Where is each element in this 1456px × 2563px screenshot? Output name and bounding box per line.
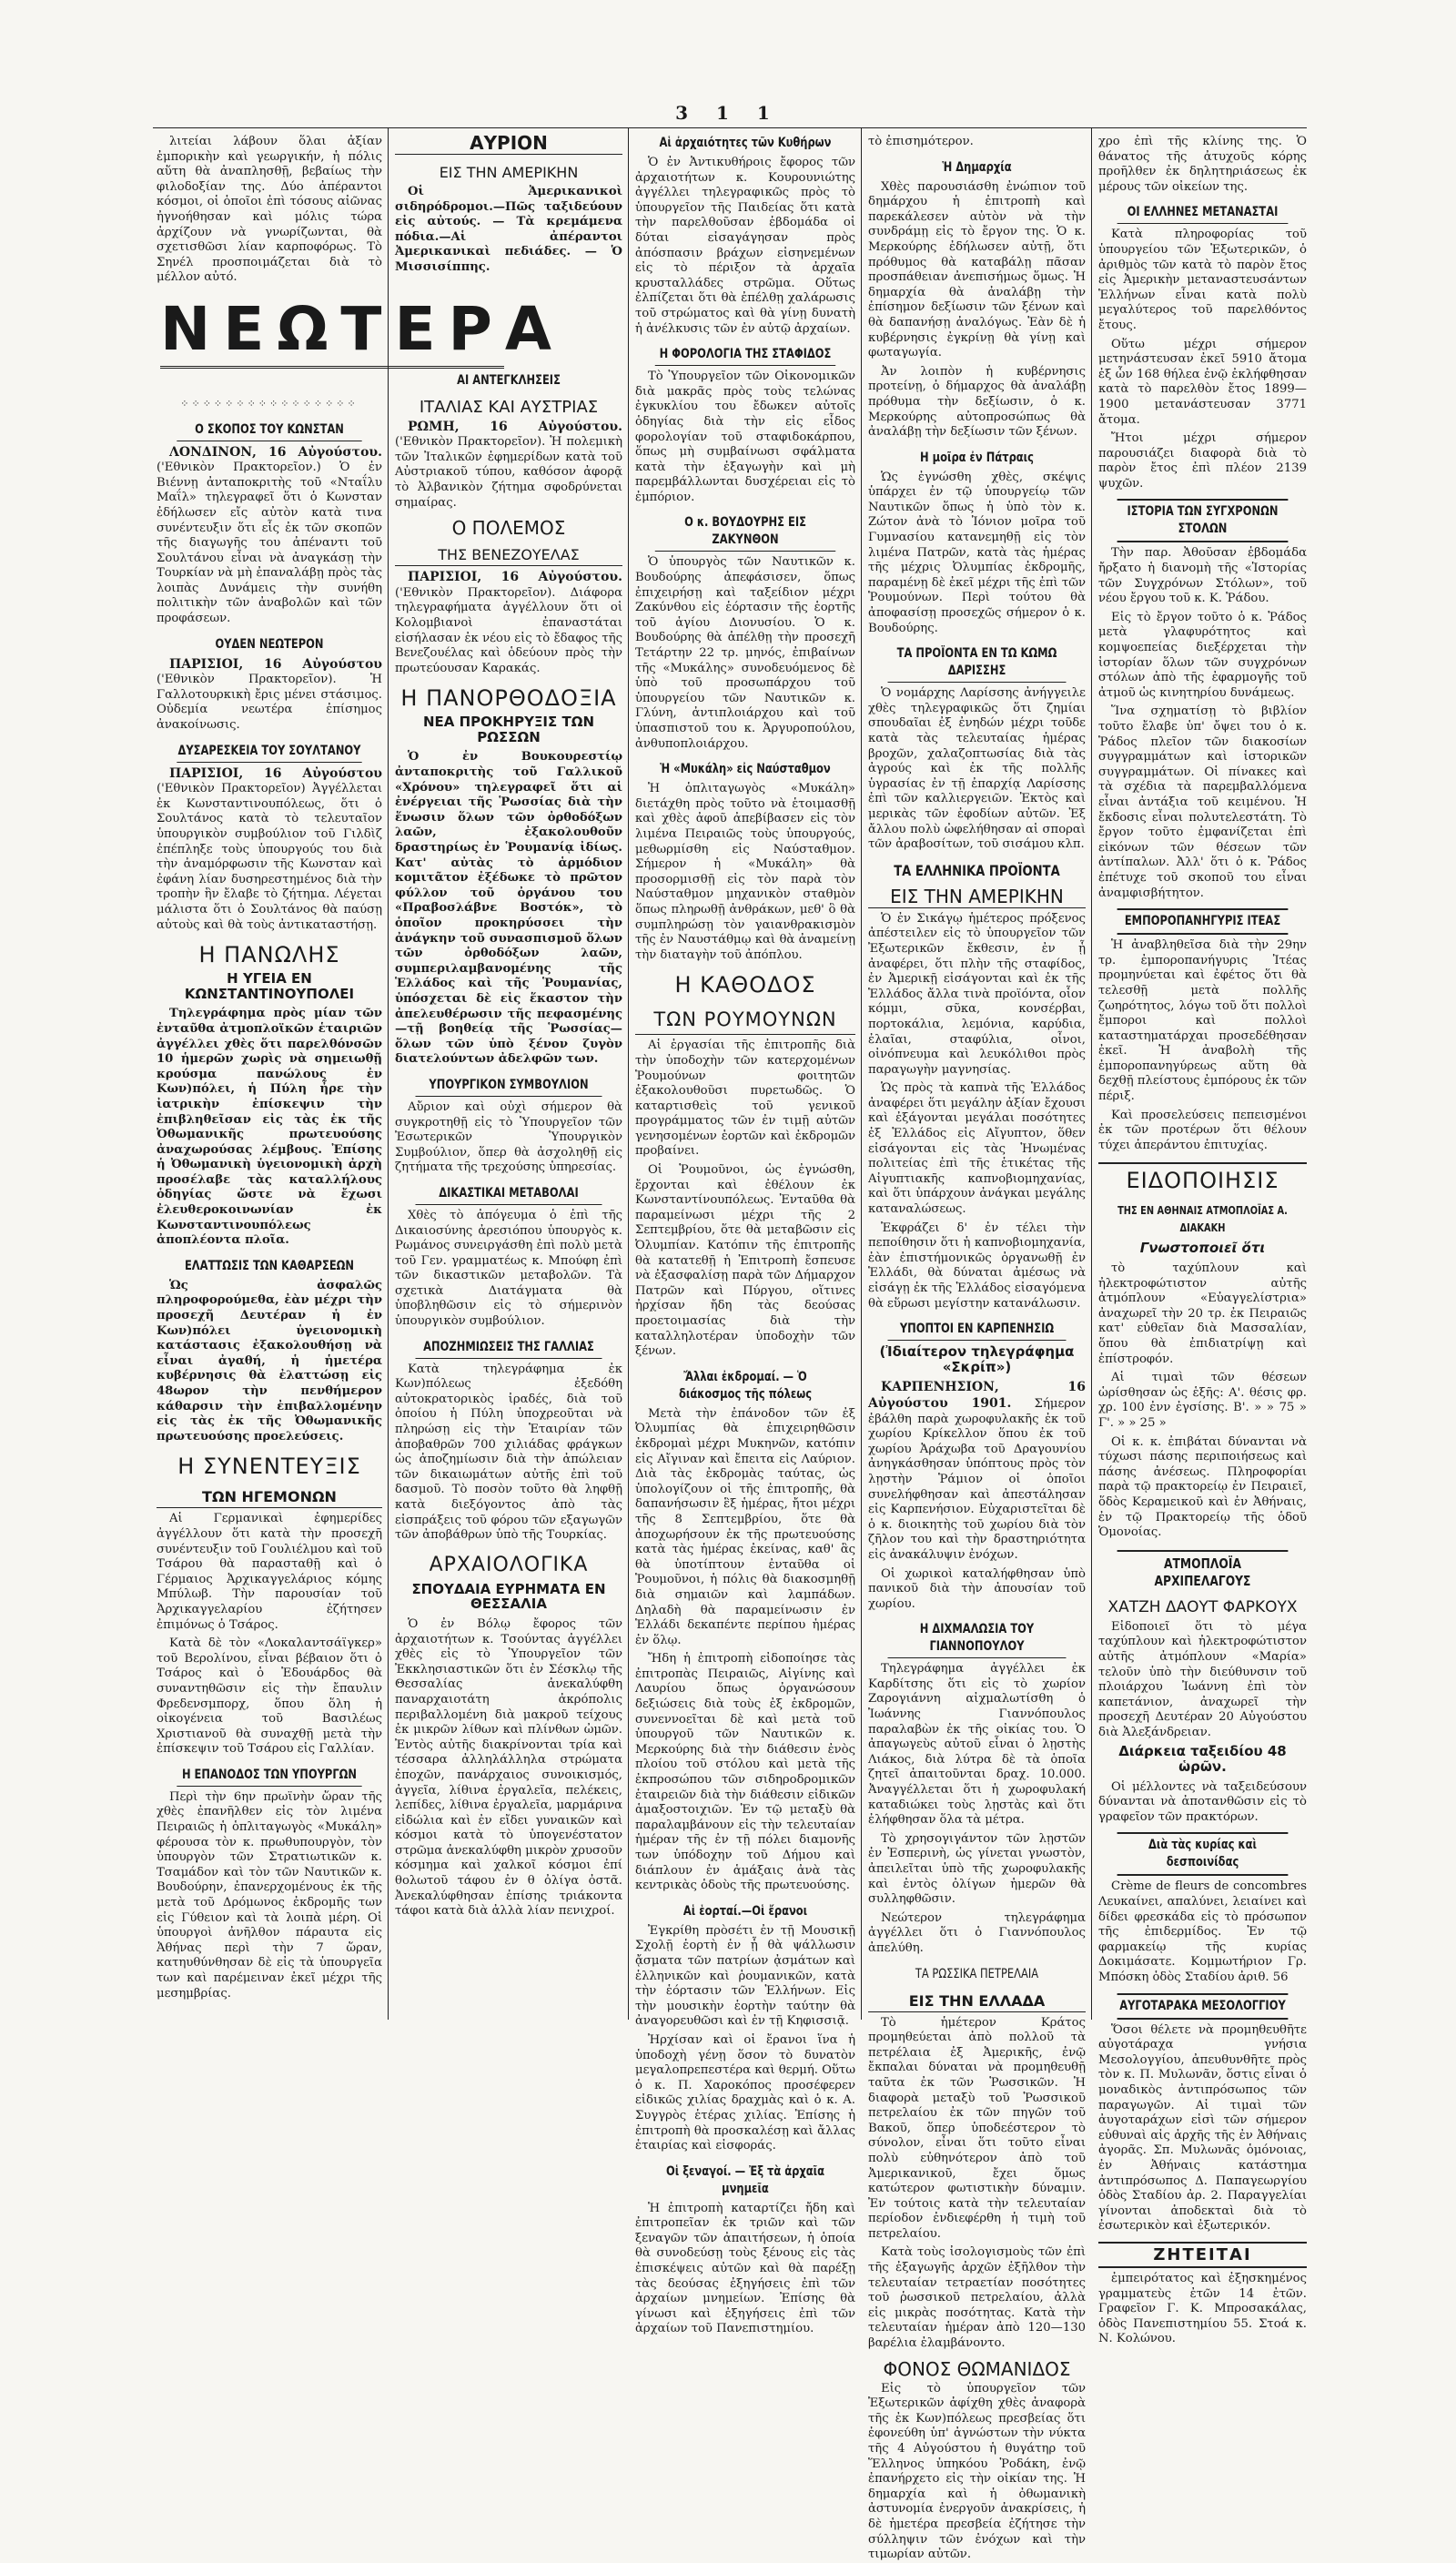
article-title: Η ΚΑΘΟΔΟΣ <box>674 972 816 998</box>
advert-subtitle: Γνωστοποιεῖ ὅτι <box>1139 1240 1266 1257</box>
article-title: Οἱ ξεναγοί. — Ἐξ τὰ ἀρχαῖα μνημεῖα <box>666 2163 824 2196</box>
advert-prices: Αἱ τιμαὶ τῶν θέσεων ὡρίσθησαν ὡς ἑξῆς: Α'. θέσις φρ. χρ. 100 ἐνν ἐγσίσης. Β'. » » 75 » Γ'. » » 25 » <box>1098 1371 1307 1430</box>
article-body: χρο ἐπὶ τῆς κλίνης της. Ὁ θάνατος τῆς ἀτυχοῦς κόρης προῆλθεν ἐκ δηλητηριάσεως ἐκ μέρους τῶν οἰκείων της. <box>1098 135 1307 194</box>
article-body: Εἰς τὸ ὑπουργεῖον τῶν Ἐξωτερικῶν ἀφίχθη χθὲς ἀναφορὰ τῆς ἐκ Κων)πόλεως πρεσβείας ὅτι ἐφονεύθη ὑπ' ἀγνώστων τὴν νύκτα τῆς 4 Αὐγούστου ἡ θυγάτηρ τοῦ Ἕλληνος ὑπηκόου Ῥοδάκη, ἐνῷ ἐπανήρχετο εἰς τὴν οἰκίαν της. Ἡ δημαρχία καὶ ἡ ὀθωμανικὴ ἀστυνομία ἐνεργοῦν ἀνακρίσεις, ἡ δὲ ἡμετέρα πρεσβεία ἐζήτησε τὴν σύλληψιν τῶν ἐνόχων καὶ τὴν τιμωρίαν αὐτῶν. <box>868 2381 1086 2562</box>
article-title: Ἡ «Μυκάλη» εἰς Ναύσταθμον <box>660 762 831 777</box>
advert-title: ΖΗΤΕΙΤΑΙ <box>1098 2242 1307 2268</box>
article-title: ΑΙ ΑΝΤΕΓΚΛΗΣΕΙΣ <box>457 372 561 388</box>
article-text <box>395 420 622 512</box>
page-number: 3 1 1 <box>675 102 781 124</box>
advert-title: ΕΜΠΟΡΟΠΑΝΗΓΥΡΙΣ ΙΤΕΑΣ <box>1117 908 1289 935</box>
article-title-line2: ΤΗΣ ΒΕΝΕΖΟΥΕΛΑΣ <box>395 546 622 566</box>
article-title-line2: ΤΩΝ ΗΓΕΜΟΝΩΝ <box>157 1488 382 1508</box>
column-1 <box>157 135 382 2020</box>
article-title: ΦΟΝΟΣ ΘΩΜΑΝΙΔΟΣ <box>883 2357 1071 2380</box>
dateline: ΠΑΡΙΣΙΟΙ, 16 Αὐγούστου <box>169 656 382 672</box>
article-body: Ἐκφράζει δ' ἐν τέλει τὴν πεποίθησιν ὅτι ἡ καπνοβιομηχανία, ἐὰν ἐπιστήμονικῶς ὀργανωθῇ ἐν Ἑλλάδι, θὰ δύναται ἀμέσως νὰ εἰσάγῃ ἐκ τῆς Ἑλλάδος εἰσαγόμενα θὰ εὕρωσι μεγίστην κατανάλωσιν. <box>868 1221 1086 1311</box>
article-title: Η ΠΑΝΩΛΗΣ <box>198 942 340 968</box>
column-3 <box>635 135 855 2336</box>
ornament-rule: ⁘⁘⁘⁘⁘⁘⁘⁘⁘⁘⁘⁘⁘⁘⁘⁘ <box>180 397 359 410</box>
article-title: ΤΑ ΡΩΣΣΙΚΑ ΠΕΤΡΕΛΑΙΑ <box>915 1966 1039 1981</box>
article-title: Ἄλλαι ἐκδρομαί. — Ὁ διάκοσμος τῆς πόλεως <box>678 1369 813 1402</box>
advert-body: Ὅσοι θέλετε νὰ προμηθευθῆτε αὐγοτάραχα γνήσια Μεσολογγίου, ἀπευθυνθῆτε πρὸς τὸν κ. Π. Μυλωνᾶν, ὅστις εἶναι ὁ μοναδικὸς ἀντιπρόσωπος τῶν παραγωγῶν. Αἱ τιμαὶ τῶν ἀυγοταράχων εἰσὶ τῶν σήμερον εὐθυναὶ αἰς ἀρχῆς τῆς ἐν Ἀθήναις ἀγορᾶς. Σπ. Μυλωνᾶς ὁμόνοιας, ἐν Ἀθήναις κατάστημα ἀντιπρόσωπος Δ. Παπαγεωργίου ὁδὸς Σταδίου ἀρ. 2. Παραγγελίαι γίνονται ἀποδεκταὶ διὰ τὸ ἐσωτερικὸν καὶ ἐξωτερικόν. <box>1098 2022 1307 2234</box>
article-title-line2: ΕΙΣ ΤΗΝ ΕΛΛΑΔΑ <box>868 1992 1086 2012</box>
article-body: Τηλεγράφημα πρὸς μίαν τῶν ἐνταῦθα ἀτμοπλοϊκῶν ἑταιριῶν ἀγγέλλει χθὲς ὅτι παρελθόνσῶν 10 ἡμερῶν χωρὶς νὰ σημειωθῇ κρούσμα πανώλους ἐν Κων)πόλει, ἡ Πύλη ἦρε τὴν ἰατρικὴν ἐπίσκεψιν τὴν ἐπιβληθεῖσαν εἰς τὰς ἐκ τῆς Ὀθωμανικῆς πρωτευούσης ἀναχωρούσας λέμβους. Ἐπίσης ἡ Ὀθωμανικὴ ὑγειονομικὴ ἀρχὴ προσέλαβε τὰς καταλλήλους ὁδηγίας ὥστε νὰ ἔχωσι ἐλευθεροκοινωνίαν ἐκ Κωνσταντινουπόλεως ἀποπλέοντα πλοῖα. <box>157 1007 382 1248</box>
article-text <box>395 570 622 676</box>
column-5 <box>1098 135 1307 2346</box>
article-title: ΥΠΟΥΡΓΙΚΟΝ ΣΥΜΒΟΥΛΙΟΝ <box>416 1077 602 1097</box>
advert-body: ἐμπειρότατος καὶ ἐξησκημένος γραμματεὺς ἐτῶν 14 ἐτῶν. Γραφεῖον Γ. Κ. Μπροσακάλας, ὁδὸς Πανεπιστημίου 55. Στοά κ. Ν. Κολώνου. <box>1098 2271 1307 2346</box>
article-title: ΕΛΑΤΤΩΣΙΣ ΤΩΝ ΚΑΘΑΡΣΕΩΝ <box>184 1258 355 1273</box>
article-title: Ο ΣΚΟΠΟΣ ΤΟΥ ΚΩΝΣΤΑΝ <box>177 421 361 441</box>
advert-title: ΑΤΜΟΠΛΟΪΑ ΑΡΧΙΠΕΛΑΓΟΥΣ <box>1117 1550 1289 1590</box>
article-body: Νεώτερον τηλεγράφημα ἀγγέλλει ὅτι ὁ Γιαννόπουλος ἀπελύθη. <box>868 1910 1086 1955</box>
article-body: Οἱ Ῥουμοῦνοι, ὡς ἐγνώσθη, ἔρχονται καὶ ἐθέλουν ἐκ Κωνσταντίνουπόλεως. Ἐνταῦθα θὰ παραμείνωσι μέχρι τῆς 2 Σεπτεμβρίου, ὅτε θὰ μεταβῶσιν εἰς Ὀλυμπίαν. Κατόπιν τῆς ἐπιτροπῆς θὰ κατατεθῇ ἡ Ἐπιτροπὴ ἔσπευσε νὰ ἐξασφαλίσῃ παρὰ τῶν Δήμαρχον Πατρῶν καὶ Πύργου, οἵτινες ἠρχίσαν ἤδη τὰς δεούσας προετοιμασίας διὰ τὴν καταλληλοτέραν ὑποδοχὴν τῶν ξένων. <box>635 1163 855 1359</box>
article-body: Ἡ ὁπλιταγωγὸς «Μυκάλη» διετάχθη πρὸς τοῦτο νὰ ἑτοιμασθῇ καὶ χθὲς ἀφοῦ ἀπεβίβασεν εἰς τὸν λιμένα Πειραιῶς τοὺς ὑπουργούς, μεθωρμίσθη εἰς Ναύσταθμον. Σήμερον ἡ «Μυκάλη» θὰ προσορμισθῇ εἰς τὸν παρὰ τὸν Ναύσταθμον μηχανικὸν σταθμὸν ὅπως πληρωθῇ ἀνθράκων, μεθ' ὃ θὰ συμπληρώσῃ τὸν γαιανθρακισμὸν τῆς ἐν Ναυστάθμῳ καὶ θὰ ἀναμείνῃ τὴν διαταγὴν τοῦ ἀπόπλου. <box>635 782 855 962</box>
article-title: ΤΑ ΠΡΟΪΟΝΤΑ ΕΝ ΤΩ ΚΩΜΩ ΔΑΡΙΣΣΗΣ <box>888 645 1067 683</box>
article-subtitle: Η ΥΓΕΙΑ ΕΝ ΚΩΝΣΤΑΝΤΙΝΟΥΠΟΛΕΙ <box>184 970 355 1002</box>
advert-body: Ἡ ἀναβληθεῖσα διὰ τὴν 29ην τρ. ἐμποροπανήγυρις Ἰτέας προμηνύεται καὶ ἐφέτος ὅτι θὰ τελεσθῇ μετὰ πολλῆς ζωηρότητος, λόγω τοῦ ὅτι πολλοὶ ἔμποροι καὶ πολλοὶ καταστηματάρχαι προσεδέθησαν ἐκεῖ. Ἡ ἀναβολὴ τῆς ἐμποροπανηγύρεως αὕτη θὰ δεχθῇ πλείστους ἐμπόρους ἐκ τῶν πέριξ. <box>1098 938 1307 1104</box>
article-body: Τὸ χρησογιγάντον τῶν λῃστῶν ἐν Ἐσπερινὴ, ὡς γίνεται γνωστὸν, ἀπειλεῖται ὑπὸ τῆς χωροφυλακῆς καὶ ἐντὸς ὀλίγων ἡμερῶν θὰ συλληφθῶσιν. <box>868 1831 1086 1907</box>
article-title: ΑΥΡΙΟΝ <box>395 135 622 155</box>
column-rule-4 <box>1091 127 1092 2020</box>
article-title: Αἱ ἀρχαιότητες τῶν Κυθήρων <box>659 136 832 150</box>
article-body: Τηλεγράφημα ἀγγέλλει ἐκ Καρδίτσης ὅτι εἰς τὸ χωρίον Ζαρογιάννη αἰχμαλωτίσθη ὁ Ἰωάννης Γιαννόπουλος παραλαβὼν ἐκ τῆς οἰκίας του. Ὁ ἀπαγωγεὺς αὐτοῦ εἶναι ὁ λῃστὴς Λιάκος, διὰ λύτρα δὲ τὰ ὁποῖα ζητεῖ ἀπαιτοῦνται δραχ. 10.000. Ἀναγγέλλεται ὅτι ἡ χωροφυλακή καταδιώκει τοὺς λῃστὰς καὶ ὅτι ἐλήφθησαν ὅλα τὰ μέτρα. <box>868 1662 1086 1828</box>
column-rule-2 <box>628 127 629 2020</box>
dateline: ΡΩΜΗ, 16 Αὐγούστου. <box>408 419 622 434</box>
article-body: Κατὰ τοὺς ἰσολογισμοὺς τῶν ἐπὶ τῆς ἐξαγωγῆς ἀρχῶν ἐξῆλθον τὴν τελευταίαν τετραετίαν ποσότητες τοῦ ῥωσσικοῦ πετρελαίου, ἀλλὰ εἰς μικρὰς ποσότητας. Κατὰ τὴν τελευταίαν ἡμέραν ἀπὸ 120—130 βαρέλια ἐλαμβάνοντο. <box>868 2245 1086 2351</box>
article-body: Οὕτω μέχρι σήμερον μετηνάστευσαν ἐκεῖ 5910 ἄτομα ἐξ ὧν 168 θήλεα ἐνῷ ἐκλήφθησαν κατὰ τὸ παρελθὸν ἔτος 1899—1900 μετανάστευσαν 3771 ἄτομα. <box>1098 337 1307 427</box>
article-body: Ἡ ἐπιτροπὴ καταρτίζει ἤδη καὶ ἐπιτροπεῖαν ἐκ τριῶν καὶ τῶν ξεναγῶν τῶν ἀπαιτήσεων, ἡ ὁποία θὰ συνοδεύσῃ τοὺς ξένους εἰς τὰς ἐπισκέψεις αὐτῶν καὶ θὰ παρέξῃ τὰς δεούσας ἐξηγήσεις ἐπὶ τῶν ἀρχαίων μνημείων. Ἐπίσης θὰ γίνωσι καὶ ἐξηγήσεις ἐπὶ τῶν ἀρχαίων τοῦ Πανεπιστημίου. <box>635 2201 855 2336</box>
column-rule-3 <box>861 127 862 2020</box>
article-subtitle: ΕΙΣ ΤΗΝ ΑΜΕΡΙΚΗΝ <box>439 164 579 181</box>
article-title: ΟΙ ΕΛΛΗΝΕΣ ΜΕΤΑΝΑΣΤΑΙ <box>1117 204 1289 224</box>
dateline: ΛΟΝΔΙΝΟΝ, 16 Αὐγούστου. <box>169 444 382 460</box>
article-body: ('Εθνικὸν Πρακτορεῖον) Ἀγγέλλεται ἐκ Κωνσταντινουπόλεως, ὅτι ὁ Σουλτάνος κατὰ τὸ τελευταῖον ὑπουργικὸν συμβούλιον τοῦ Γιλδὶζ ἐπέπληξε τοὺς ὑπουργούς του διὰ τὴν ἀναμόρφωσιν τῆς Κωνσταν καὶ ἐφάνη λίαν δυσηρεστημένος διὰ τὴν τροπὴν ἣν ἔλαβε τὸ ζήτημα. Λέγεται μάλιστα ὅτι ὁ Σουλτάνος θὰ παύσῃ αὐτοὺς καὶ θὰ τοὺς ἀντικαταστήσῃ. <box>157 782 382 932</box>
article-body: Εἰς τὸ ἔργον τοῦτο ὁ κ. Ῥάδος μετὰ γλαφυρότητος καὶ κομψοεπείας διεξέρχεται τὴν ἱστορίαν ὅλων τῶν συγχρόνων στόλων ἀπὸ τῆς ἐφαρμογῆς τοῦ ἀτμοῦ ὡς κινητηρίου δυνάμεως. <box>1098 610 1307 700</box>
article-title-line2: ΙΤΑΛΙΑΣ ΚΑΙ ΑΥΣΤΡΙΑΣ <box>419 397 599 417</box>
article-title: ΔΥΣΑΡΕΣΚΕΙΑ ΤΟΥ ΣΟΥΛΤΑΝΟΥ <box>177 743 361 763</box>
article-body: Ὁ ἐν Σικάγῳ ἡμέτερος πρόξενος ἀπέστειλεν εἰς τὸ ὑπουργεῖον τῶν Ἐξωτερικῶν ἔκθεσιν, ἐν ᾗ ἀναφέρει, ὅτι πλὴν τῆς σταφίδος, ἐν Ἀμερικῇ εἰσάγονται καὶ ἐκ τῆς Ἑλλάδος ἄλλα τινὰ προϊόντα, οἷον κόμμι, σῦκα, κονσέρβαι, πορτοκάλια, λεμόνια, καρύδια, ἐλαῖαι, σταφύλια, οἶνοι, οἰνόπνευμα καὶ λευκόλιθοι πρὸς παραγωγὴν μαγνησίας. <box>868 911 1086 1077</box>
article-body: ('Εθνικὸν Πρακτορεῖον). Ἡ Γαλλοτουρκικὴ ἔρις μένει στάσιμος. Οὐδεμία νεωτέρα ἐπίσημος ἀνακοίνωσις. <box>157 673 382 733</box>
advert-body: Εἰδοποιεῖ ὅτι τὸ μέγα ταχύπλουν καὶ ἠλεκτροφώτιστον αὐτῆς ἀτμόπλουν «Μαρία» τελοῦν ὑπὸ τὴν διεύθυνσιν τοῦ πλοιάρχου Ἰωάννη ἐπὶ τὸν καπετάνιον, ἀναχωρεῖ τὴν προσεχῆ Δευτέραν 20 Αὐγούστου διὰ Ἀλεξάνδρειαν. <box>1098 1619 1307 1739</box>
article-body: Κατὰ δὲ τὸν «Λοκαλαντσάϊγκερ» τοῦ Βερολίνου, εἶναι βέβαιον ὅτι ὁ Τσάρος καὶ ὁ Ἐδουάρδος θὰ συναντηθῶσιν εἰς τὴν ἔπαυλιν Φρεδενσμπορχ, ὅπου ὅλη ἡ οἰκογένεια τοῦ Βασιλέως Χριστιανοῦ θὰ συναχθῇ μετὰ τὴν ἐπίσκεψιν τοῦ Τσάρου εἰς Γαλλίαν. <box>157 1636 382 1757</box>
article-body: Ὡς πρὸς τὰ καπνὰ τῆς Ἑλλάδος ἀναφέρει ὅτι μεγάλην ἀξίαν ἔχουσι καὶ ἐξάγονται μεγάλαι ποσότητες ἐξ Ἑλλάδος εἰς Αἴγυπτον, ὅθεν εἰσάγονται εἰς τὰς Ἡνωμένας πολιτείας ἐπὶ τῆς ἑτικέτας τῆς Αἰγυπτιακῆς καπνοβιομηχανίας, καὶ ὅτι ὑπάρχουν ἀνάγκαι μεγάλης καταναλώσεως. <box>868 1081 1086 1217</box>
article-body: Ἵνα σχηματίσῃ τὸ βιβλίον τοῦτο ἔλαβε ὑπ' ὄψει του ὁ κ. Ῥάδος πλεῖον τῶν διακοσίων συγγραμμάτων καὶ ἱστορικῶν συγγραμμάτων. Οἱ πίνακες καὶ τὰ σχέδια τὰ παρεμβαλλόμενα εἶναι ἀντάξια τοῦ κειμένου. Ἡ ἔκδοσις εἶναι πολυτελεστάτη. Τὸ ἔργον τοῦτο ἐμφανίζεται ἐπὶ εἰκόνων τῶν θέσεων τῶν ἀντίπαλων. Ἀλλ' ὅτι ὁ κ. Ῥάδος ἐπέτυχε τοῦ σκοποῦ του εἶναι ἀναμφισβήτητον. <box>1098 704 1307 900</box>
article-body: Κατὰ πληροφορίας τοῦ ὑπουργείου τῶν Ἐξωτερικῶν, ὁ ἀριθμὸς τῶν κατὰ τὸ παρὸν ἔτος εἰς Ἀμερικὴν μεταναστευσάντων Ἑλλήνων εἶναι κατὰ πολὺ μεγαλύτερος τοῦ παρελθόντος ἔτους. <box>1098 228 1307 332</box>
banner-space <box>395 279 622 363</box>
article-body: Ἀν λοιπὸν ἡ κυβέρνησις προτείνῃ, ὁ δήμαρχος θὰ ἀναλάβῃ πρόθυμα τὴν δεξίωσιν, ὁ κ. Μερκούρης αὐτοπροσώπως θὰ ἀναλάβῃ τὴν δεξίωσιν τῶν ξένων. <box>868 364 1086 440</box>
article-body: Ὡς ἐγνώσθη χθὲς, σκέψις ὑπάρχει ἐν τῷ ὑπουργείῳ τῶν Ναυτικῶν ὅπως ἡ ὑπὸ τὸν κ. Ζώτον ἀνὰ τὸ Ἰόνιον μοῖρα τοῦ Γυμνασίου κατανεμηθῇ εἰς τὸν λιμένα Πατρῶν, κατὰ τὰς ἡμέρας τῆς μέχρις Ὀλυμπίας ἐκδρομῆς, παραμένῃ δὲ ἐκεῖ μέχρι τῆς ἐπὶ τῶν Ῥουμούνων. Περὶ τούτου θὰ ἀποφασίσῃ προσεχῶς σήμερον ὁ κ. Βουδούρης. <box>868 470 1086 635</box>
column-4 <box>868 135 1086 2562</box>
article-body: Ὁ ἐν Ἀντικυθήροις ἔφορος τῶν ἀρχαιοτήτων κ. Κουρουνιώτης ἀγγέλλει τηλεγραφικῶς πρὸς τὸ ὑπουργεῖον τῆς Παιδείας ὅτι κατὰ τὴν παρελθοῦσαν ἑβδομάδα οἱ δύται εἰσαγάγησαν πρὸς ἀπόσπασιν βράχων εἰσηνεμένων εἰς τὸ πέριξον τὰ ἀρχαῖα κρυσταλλάδες στρῶμα. Οὕτως ἐλπίζεται ὅτι θὰ ἐπέλθῃ χαλάρωσις τοῦ στρώματος καὶ θὰ γίνῃ δυνατὴ ἡ ἀνέλκυσις τῶν ἐν αὐτῷ ἀρχαίων. <box>635 156 855 336</box>
article-title: ΑΡΧΑΙΟΛΟΓΙΚΑ <box>429 1553 589 1576</box>
article-title: Η ΣΥΝΕΝΤΕΥΞΙΣ <box>177 1454 361 1480</box>
article-body: Τὴν παρ. Ἀθοῦσαν ἑβδομάδα ἤρξατο ἡ διανομὴ τῆς «Ἱστορίας τῶν Συγχρόνων Στόλων», τοῦ νέου ἔργου τοῦ κ. Κ. Ῥάδου. <box>1098 546 1307 606</box>
article-body: ('Εθνικὸν Πρακτορεῖον). Διάφορα τηλεγραφήματα ἀγγέλλουν ὅτι οἱ Κολομβιανοὶ ἐπαναστάται εἰσήλασαν ἐκ νέου εἰς τὸ ἔδαφος τῆς Βενεζουέλας καὶ ὁδεύουν πρὸς τὴν πρωτεύουσαν Καρακάς. <box>395 585 622 675</box>
article-title: Η ΔΙΧΜΑΛΩΣΙΑ ΤΟΥ ΓΙΑΝΝΟΠΟΥΛΟΥ <box>888 1621 1067 1658</box>
article-title: ΥΠΟΠΤΟΙ ΕΝ ΚΑΡΠΕΝΗΣΙΩ <box>888 1321 1067 1341</box>
advert-body: τὸ ταχύπλουν καὶ ἠλεκτροφώτιστον αὐτῆς ἀτμόπλουν «Εὐαγγελίστρια» ἀναχωρεῖ τὴν 20 τρ. ἐκ Πειραιῶς κατ' εὐθεῖαν διὰ Μασσαλίαν, ὅπου θὰ ἐπιδιατρίψῃ καὶ ἐπίστροφόν. <box>1098 1261 1307 1366</box>
article-title: Ο κ. ΒΟΥΔΟΥΡΗΣ ΕΙΣ ΖΑΚΥΝΘΟΝ <box>655 514 835 552</box>
article-title: ΟΥΔΕΝ ΝΕΩΤΕΡΟΝ <box>215 636 324 652</box>
article-body: ('Εθνικὸν Πρακτορεῖον). Ἡ πολεμικὴ τῶν Ἰταλικῶν ἐφημερίδων κατὰ τοῦ Αὐστριακοῦ τύπου, καθόσον ἀφορᾷ τὸ Ἀλβανικὸν ζήτημα σφοδρύνεται σημαίρας. <box>395 435 622 510</box>
article-body: Χθὲς τὸ ἀπόγευμα ὁ ἐπὶ τῆς Δικαιοσύνης ἀρεσιόπου ὑπουργὸς κ. Ρωμάνος συνειργάσθη ἐπὶ πολὺ μετὰ τοῦ Γεν. γραμματέως κ. Μπούφη ἐπὶ τῶν δικαστικῶν μεταβολῶν. Τὰ σχετικὰ Διατάγματα θὰ ὑποβληθῶσιν εἰς τὸ σήμερινὸν ὑπουργικὸν συμβούλιον. <box>395 1208 622 1329</box>
banner-headline: ΝΕΩΤΕΡΑ <box>160 293 504 369</box>
article-title: ΤΑ ΕΛΛΗΝΙΚΑ ΠΡΟΪΟΝΤΑ <box>894 861 1060 879</box>
column-2 <box>395 132 622 2020</box>
advert-title: Διὰ τὰς κυρίας καὶ δεσποινίδας <box>1117 1832 1289 1876</box>
article-body: Ὁ νομάρχης Λαρίσσης ἀνήγγειλε χθὲς τηλεγραφικῶς ὅτι ζημίαι σπουδαῖαι ἐξ ἐνηδών μέχρι τοῦδε κατὰ τὰς τελευταίας ἡμέρας βροχῶν, χαλαζοπτωσίας διὰ τὰς ἀγρούς καὶ ἐκ τῆς πολλῆς ὑγρασίας ἐν τῇ ἐπαρχίᾳ Λαρίσσης ἐπὶ τῶν καλλιεργειῶν. Ἐκτὸς καὶ μερικὰς τῶν ἐφοδίων αὐτῶν. Ἐξ ἄλλου πολὺ ὠφελήθησαν αἱ σποραὶ τῶν ἀραβοσίτων, τοῦ σισάμου κλπ. <box>868 686 1086 852</box>
advert-subtitle: Διάρκεια ταξειδίου 48 ὡρῶν. <box>1118 1743 1287 1776</box>
advert-title: ΕΙΔΟΠΟΙΗΣΙΣ <box>1098 1162 1307 1193</box>
article-body: Αἱ ἐργασίαι τῆς ἐπιτροπῆς διὰ τὴν ὑποδοχὴν τῶν κατερχομένων Ῥουμούνων φοιτητῶν ἐξακολουθοῦσι πυρετωδῶς. Ὁ καταρτισθεὶς τοῦ γενικοῦ προγράμματος τῶν ἐν τιμῇ αὐτῶν γενησομένων ἑορτῶν καὶ ἐκδρομῶν προβαίνει. <box>635 1038 855 1159</box>
dateline: ΠΑΡΙΣΙΟΙ, 16 Αὐγούστου <box>169 765 382 781</box>
article-title-line2: ΤΩΝ ΡΟΥΜΟΥΝΩΝ <box>635 1007 855 1035</box>
article-title: Η ΦΟΡΟΛΟΓΙΑ ΤΗΣ ΣΤΑΦΙΔΟΣ <box>655 346 835 366</box>
article-title-line2: ΕΙΣ ΤΗΝ ΑΜΕΡΙΚΗΝ <box>868 888 1086 908</box>
advert-title-line2: ΧΑΤΖΗ ΔΑΟΥΤ ΦΑΡΚΟΥΧ <box>1107 1597 1298 1616</box>
article-body: Σήμερον ἐβάλθη παρὰ χωροφυλακῆς ἐκ τοῦ χωρίου Κρίκελλον ὅπου ἐκ τοῦ χωρίου Ἀράχωβα τοῦ Δραγουνίου ἀνηγκάσθησαν ὑπόπτους πρὸς τὸν λῃστὴν Ῥάμιον οἱ ὁποῖοι συνελήφθησαν καὶ ἀπεστάλησαν εἰς Καρπενήσιον. Εὐχαριστεῖται δὲ ὁ κ. διοικητὴς τοῦ χωρίου διὰ τὸν ζῆλον του καὶ τὴν δραστηριότητα εἰς ἀνακάλυψιν ἐνόχων. <box>868 1396 1086 1562</box>
article-text <box>157 657 382 734</box>
advert-title: ΑΥΓΟΤΑΡΑΚΑ ΜΕΣΟΛΟΓΓΙΟΥ <box>1117 1993 1289 2020</box>
article-title: Αἱ ἑορταί.—Οἱ ἔρανοι <box>682 1903 808 1919</box>
article-body: Τὸ ἡμέτερον Κράτος προμηθεύεται ἀπὸ πολλοῦ τὰ πετρέλαια ἐξ Ἀμερικῆς, ἐνῷ ἔκπαλαι δύναται νὰ προμηθευθῇ ταῦτα ἐκ τῶν Ῥωσσικῶν. Ἡ διαφορὰ μεταξὺ τοῦ Ῥωσσικοῦ πετρελαίου ἐκ τῶν πηγῶν τοῦ Βακοῦ, ὅπερ ὑποδεέστερον τὸ σύνολον, εἶναι ὅτι τοῦτο εἶναι πολὺ εὐθηνότερον ἀπὸ τοῦ Ἀμερικανικοῦ, ἔχει ὅμως κατώτερον φωτιστικὴν δύναμιν. Ἐν τούτοις κατὰ τὴν τελευταίαν περίοδον ἐνδιεφέρθη ἡ τιμὴ τοῦ πετρελαίου. <box>868 2015 1086 2241</box>
advert-body: Καὶ προσελεύσεις πεπεισμένοι ἐκ τῶν προτέρων ὅτι θέλουν τύχει ἀπεράντου ἐπιτυχίας. <box>1098 1108 1307 1152</box>
article-text <box>157 445 382 627</box>
intro-text: λιτείαι λάβουν ὅλαι ἀξίαν ἐμπορικὴν καὶ γεωργικήν, ἡ πόλις αὕτη θὰ ἀναπλησθῇ, βεβαίως τὴν φιλοδοξίαν της. Δύο ἀπέραντοι κόσμοι, οἱ ὁποῖοι ἐπὶ τόσους αἰῶνας ἠγνοήθησαν καὶ μόλις τώρα ἀρχίζουν νὰ γνωρίζωνται, θὰ σχετισθῶσι λίαν καρποφόρως. Τὸ Σηνέλ προσποιμάζεται διὰ τὸ μέλλον αὐτό. <box>157 135 382 285</box>
article-body: Οἱ Ἀμερικανικοὶ σιδηρόδρομοι.—Πῶς ταξιδεύουν εἰς αὐτούς. — Τὰ κρεμάμενα πόδια.—Αἱ ἀπέραντοι Ἀμερικανικαὶ πεδιάδες. — Ὁ Μισσισίππης. <box>395 185 622 274</box>
article-body: Αὔριον καὶ οὐχὶ σήμερον θὰ συγκροτηθῇ εἰς τὸ Ὑπουργεῖον τῶν Ἐσωτερικῶν Ὑπουργικὸν Συμβούλιον, ὅπερ θὰ ἀσχοληθῇ εἰς ζητήματα τῆς τρεχούσης ὑπηρεσίας. <box>395 1099 622 1175</box>
advert-body: Crème de fleurs de concombres Λευκαίνει, απαλύνει, λειαίνει καὶ δίδει φρεσκάδα εἰς τὸ πρόσωπον τῆς ἐπιδερμίδος. Ἐν τῷ φαρμακείῳ τῆς κυρίας Δοκιμάσατε. Κομμωτήριον Γρ. Μπόσκη ὁδὸς Σταδίου ἀριθ. 56 <box>1098 1879 1307 1984</box>
article-body: Ὁ ἐν Βουκουρεστίῳ ἀνταποκριτὴς τοῦ Γαλλικοῦ «Χρόνου» τηλεγραφεῖ ὅτι αἱ ἐνέργειαι τῆς Ῥωσσίας διὰ τὴν ἕνωσιν ὅλων τῶν ὀρθοδόξων λαῶν, ἐξακολουθοῦν δραστηρίως ἐν Ῥουμανίᾳ ἰδίως. Κατ' αὐτὰς τὸ ἁρμόδιον κομιτᾶτον ἐξέδωκε τὸ πρῶτον φύλλον τοῦ ὀργάνου του «Πραβοσλάβνε Βοστόκ», τὸ ὁποῖον προκηρύσσει τὴν ἀνάγκην τοῦ συνασπισμοῦ ὅλων τῶν ὀρθοδόξων λαῶν, συμπεριλαμβανομένης τῆς Ἑλλάδος καὶ τῆς Ῥουμανίας, ὑπόσχεται δὲ εἰς ἕκαστον τὴν ἀπελευθέρωσιν τῆς πεφασμένης—τῇ βοηθείᾳ τῆς Ῥωσσίας—ὅλων τῶν ὑπὸ ξένον ζυγὸν διατελούντων ἀδελφῶν των. <box>395 750 622 1067</box>
article-body: Ἠρχίσαν καὶ οἱ ἔρανοι ἵνα ἡ ὑποδοχὴ γένῃ ὅσον τὸ δυνατὸν μεγαλοπρεπεστέρα καὶ θερμή. Οὕτω ὁ κ. Π. Χαροκόπος προσέφερεν εἰδικῶς χιλίας δραχμὰς καὶ ὁ κ. Α. Συγγρὸς ἑτέρας χιλίας. Ἐπίσης ἡ ἐπιτροπὴ θὰ προσκαλέσῃ καὶ ἄλλας ἑταιρίας καὶ εἰσφοράς. <box>635 2032 855 2153</box>
advert-body: Οἱ κ. κ. ἐπιβάται δύνανται νὰ τύχωσι πάσης περιποιήσεως καὶ πάσης ἀνέσεως. Πληροφορίαι παρὰ τῷ πρακτορείῳ ἐν Πειραιεῖ, ὅδὸς Κεραμεικοῦ καὶ ἐν Ἀθήναις, ἐν τῷ Πρακτορείῳ τῆς ὁδοῦ Ὁμονοίας. <box>1098 1434 1307 1540</box>
article-body: Οἱ χωρικοὶ καταλήφθησαν ὑπὸ πανικοῦ διὰ τὴν ἀπουσίαν τοῦ χωρίου. <box>868 1566 1086 1611</box>
article-subtitle: ΣΠΟΥΔΑΙΑ ΕΥΡΗΜΑΤΑ ΕΝ ΘΕΣΣΑΛΙΑ <box>411 1580 606 1613</box>
column-rule-1 <box>388 127 389 2020</box>
article-title: Η μοῖρα ἐν Πάτραις <box>920 450 1034 465</box>
article-body: Ὡς ἀσφαλῶς πληροφορούμεθα, ἐὰν μέχρι τὴν προσεχῆ Δευτέραν ἡ ἐν Κων)πόλει ὑγειονομικὴ κατάστασις ἐξακολουθήσῃ νὰ εἶναι ἀγαθή, ἡ ἡμετέρα κυβέρνησις θὰ ἐλαττώσῃ εἰς 48ωρον τὴν πενθήμερον κάθαρσιν τὴν ἐπιβαλλομένην εἰς τὰς ἐκ τῆς Ὀθωμανικῆς πρωτευούσης προελεύσεις. <box>157 1278 382 1444</box>
article-text <box>157 766 382 934</box>
article-title: ΙΣΤΟΡΙΑ ΤΩΝ ΣΥΓΧΡΟΝΩΝ ΣΤΟΛΩΝ <box>1117 499 1289 542</box>
advert-title-line2: ΤΗΣ ΕΝ ΑΘΗΝΑΙΣ ΑΤΜΟΠΛΟΪΑΣ Α. ΔΙΑΚΑΚΗ <box>1117 1204 1288 1235</box>
article-title: Η ΕΠΑΝΟΔΟΣ ΤΩΝ ΥΠΟΥΡΓΩΝ <box>177 1767 361 1787</box>
article-body: τὸ ἐπισημότερον. <box>868 135 974 148</box>
article-title: Ο ΠΟΛΕΜΟΣ <box>451 517 566 540</box>
header-rule <box>153 127 1307 128</box>
dateline: ΠΑΡΙΣΙΟΙ, 16 Αὐγούστου. <box>408 570 622 585</box>
article-body: Ἤδη ἡ ἐπιτροπὴ εἰδοποίησε τὰς ἐπιτροπὰς Πειραιῶς, Αἰγίνης καὶ Λαυρίου ὅπως ὀργανώσουν δεξιώσεις διὰ τοὺς ἐξ ἐκδρομῶν, συνεννοεῖται δὲ καὶ μετὰ τοῦ ὑπουργοῦ τῶν Ναυτικῶν κ. Μερκούρης διὰ τὴν διάθεσιν ἐνὸς πλοίου τοῦ στόλου καὶ μετὰ τῆς ἐκπροσώπου τῶν σιδηροδρομικῶν ἑταιρειῶν διὰ τὴν διάθεσιν εἰδικῶν ἁμαξοστοιχιῶν. Ἐν τῷ μεταξὺ θὰ παραλαμβάνουν εἰς τὴν τελευταίαν ἡμέραν τῆς ἐν τῇ πόλει διαμονῆς των ὑπόδοχην τοῦ Δήμου καὶ διάπλουν ἐν ἁμάξαις ἀνὰ τὰς κεντρικὰς ὁδοὺς τῆς πρωτευούσης. <box>635 1652 855 1893</box>
article-title: Ἡ Δημαρχία <box>942 159 1012 175</box>
article-title: Η ΠΑΝΟΡΘΟΔΟΞΙΑ <box>400 685 617 712</box>
article-subtitle: (Ἰδιαίτερον τηλεγράφημα «Σκρίπ») <box>879 1343 1075 1375</box>
article-body: Χθὲς παρουσιάσθη ἐνώπιον τοῦ δημάρχου ἡ ἐπιτροπὴ καὶ παρεκάλεσεν αὐτὸν νὰ τὴν συνδράμῃ εἰς τὸ ἔργον της. Ὁ κ. Μερκούρης ἐδήλωσεν αὐτῇ, ὅτι πρόθυμος θὰ καταβάλῃ πᾶσαν προσπάθειαν ἀνεπισήμως ὅμως. Ἡ δημαρχία θὰ ἀναλάβῃ τὴν ἐπίσημον δεξίωσιν τῶν ξένων καὶ θὰ δαπανήσῃ ἀναλόγως. Ἐὰν δὲ ἡ κυβέρνησις ἐγκρίνῃ θὰ γίνῃ καὶ φωταγωγία. <box>868 179 1086 360</box>
article-body: Ἐγκρίθη πρὸσέτι ἐν τῇ Μουσικῇ Σχολῇ ἑορτὴ ἐν ᾗ θὰ ψάλλωσιν ᾄσματα τῶν πατρίων ᾀσμάτων καὶ ἑλληνικῶν καὶ ῥουμανικῶν, κατὰ τὴν ἑόρτασιν τῶν Ἑλλήνων. Εἰς τὴν μουσικὴν ἑορτὴν ταύτην θὰ ἀναγορευθῶσι καὶ ἐν τῇ Κηφισσιᾷ. <box>635 1923 855 2029</box>
advert-body: Οἱ μέλλοντες νὰ ταξειδεύσουν δύνανται νὰ ἀποτανθῶσιν εἰς τὸ γραφεῖον τῶν πρακτόρων. <box>1098 1779 1307 1824</box>
article-body: Ἤτοι μέχρι σήμερον παρουσιάζει διαφορὰ διὰ τὸ παρὸν ἔτος ἐπὶ πλέον 2139 ψυχῶν. <box>1098 431 1307 491</box>
article-text <box>868 1380 1086 1563</box>
dateline: ΚΑΡΠΕΝΗΣΙΟΝ, 16 Αὐγούστου 1901. <box>868 1380 1086 1411</box>
article-body: Κατὰ τηλεγράφημα ἐκ Κων)πόλεως ἐξεδόθη αὐτοκρατορικὸς ἰραδές, διὰ τοῦ ὁποίου ἡ Πύλη ὑποχρεοῦται νὰ πληρώσῃ εἰς τὴν Ἑταιρίαν τῶν ἀποβαθρῶν 700 χιλιάδας φράγκων ὡς ἀποζημίωσιν διὰ τὴν ἀπώλειαν τῶν δικαιωμάτων αὐτῆς ἐπὶ τοῦ δασμοῦ. Τὸ ποσὸν τοῦτο θὰ ληφθῇ κατὰ διεξόγοντος ἀπὸ τὰς εἰσπράξεις τοῦ φόρου τῶν εξαγωγῶν τῶν ἀποβάθρων ὑπὸ τῆς Τουρκίας. <box>395 1362 622 1543</box>
article-title: ΔΙΚΑΣΤΙΚΑΙ ΜΕΤΑΒΟΛΑΙ <box>416 1185 602 1205</box>
article-body: ('Εθνικὸν Πρακτορεῖον.) Ὁ ἐν Βιέννῃ ἀνταποκριτὴς τοῦ «Νταΐλυ Μαΐλ» τηλεγραφεῖ ὅτι ὁ Κωνσταν ἐδήλωσεν εἴς αὐτὸν κατὰ τινα συνέντευξιν ὅτι εἷς ἐκ τῶν σκοπῶν τῆς διαγωγῆς του ἀπέναντι τοῦ Σουλτάνου εἶναι νὰ ἀναγκάσῃ τὴν Τουρκίαν νὰ μὴ ἐπαναλάβῃ πρὸς τὰς λοιπὰς Δυνάμεις τὴν συνήθη πολιτικὴν τῶν ἀναβολῶν καὶ τῶν προφάσεων. <box>157 461 382 626</box>
article-body: Αἱ Γερμανικαὶ ἐφημερίδες ἀγγέλλουν ὅτι κατὰ τὴν προσεχῆ συνέντευξιν τοῦ Γουλιέλμου καὶ τοῦ Τσάρου θὰ παρασταθῇ καὶ ὁ Γέρμαιος Ἀρχικαγγελάριος κόμης Μπύλωβ. Τὴν παρουσίαν τοῦ Ἀρχικαγγελαρίου ἐζήτησεν ἐπιμόνως ὁ Τσάρος. <box>157 1512 382 1632</box>
article-body: Μετὰ τὴν ἐπάνοδον τῶν ἐξ Ὀλυμπίας θὰ ἐπιχειρηθῶσιν ἐκδρομαὶ μέχρι Μυκηνῶν, κατόπιν εἰς Αἴγιναν καὶ ἔπειτα εἰς Λαύριον. Διὰ τὰς ἐκδρομὰς ταύτας, ὡς ὑπολογίζουν οἱ τῆς ἐπιτροπῆς, θὰ δαπανήσωσιν ἓξ ἡμέρας, ἤτοι μέχρι τῆς 8 Σεπτεμβρίου, ὅτε θὰ ἀποχωρήσουν ἐκ τῆς πρωτευούσης κατὰ τὰς ἡμέρας ἐκείνας, καθ' ἃς θὰ ὑποτίπτουν ἐνταῦθα οἱ Ῥουμοῦνοι, ἡ πόλις θὰ διακοσμηθῇ διὰ σημαιῶν καὶ λαμπάδων. Δηλαδὴ θὰ παραμείνωσιν ἐν Ἑλλάδι δεκαπέντε περίπου ἡμέρας ἐν ὅλῳ. <box>635 1406 855 1647</box>
article-body: Τὸ Ὑπουργεῖον τῶν Οἰκονομικῶν διὰ μακρᾶς πρὸς τοὺς τελώνας ἐγκυκλίου του ἔδωκεν αὐτοῖς ὁδηγίας διὰ τὴν εἰς εἶδος φορολογίαν τοῦ σταφιδοκάρπου, ὅπως μὴ συμβαίνωσι σφάλματα κατὰ τὴν ἐξαγωγὴν καὶ μὴ παρεμβάλλωνται δυσχέρειαι εἰς τὸ ἐμπόριον. <box>635 370 855 504</box>
article-title: ΑΠΟΖΗΜΙΩΣΕΙΣ ΤΗΣ ΓΑΛΛΙΑΣ <box>416 1339 602 1359</box>
article-body: Περὶ τὴν 6ην πρωϊνὴν ὥραν τῆς χθὲς ἐπανῆλθεν εἰς τὸν λιμένα Πειραιῶς ἡ ὁπλιταγωγὸς «Μυκάλη» φέρουσα τὸν κ. πρωθυπουργὸν, τὸν ὑπουργὸν τῶν Στρατιωτικῶν κ. Τσαμάδον καὶ τὸν τῶν Ναυτικῶν κ. Βουδούρην, ἐπανερχομένους ἐκ τῆς μετὰ τοῦ Δρόμωνος ἐκδρομῆς των εἰς Γύθειον καὶ τὰ λοιπὰ μέρη. Οἱ ὑπουργοὶ ἀνῆλθον πάραυτα εἰς Ἀθήνας περὶ τὴν 7 ὥραν, κατηυθύνθησαν δὲ εἰς τὰ ὑπουργεῖα των καὶ παρέμειναν ἐκεῖ μέχρι τῆς μεσημβρίας. <box>157 1789 382 2001</box>
article-body: Ὁ ὑπουργὸς τῶν Ναυτικῶν κ. Βουδούρης ἀπεφάσισεν, ὅπως ἐπιχειρήσῃ καὶ ταξείδιον μέχρι Ζακύνθου εἰς ἑόρτασιν τῆς ἑορτῆς τοῦ ἁγίου Διονυσίου. Ὁ κ. Βουδούρης θὰ ἀπέλθῃ τὴν προσεχῆ Τετάρτην 22 τρ. μηνός, ἐπιβαίνων τῆς «Μυκάλης» συνοδευόμενος δὲ ὑπὸ τοῦ προσωπάρχου τοῦ ὑπουργείου τῶν Ναυτικῶν κ. Γλύνη, ἀντιπλοιάρχου καὶ τοῦ ὑπασπιστοῦ του κ. Ἀργυροπούλου, ἀνθυποπλοιάρχου. <box>635 555 855 751</box>
article-body: Ὁ ἐν Βόλῳ ἔφορος τῶν ἀρχαιοτήτων κ. Τσούντας ἀγγέλλει χθὲς εἰς τὸ Ὑπουργεῖον τῶν Ἐκκλησιαστικῶν ὅτι ἐν Σέσκλῳ τῆς Θεσσαλίας ἀνεκαλύφθη παναρχαιοτάτη ἀκρόπολις περιβαλλομένη διὰ μακροῦ τείχους ἐκ μικρῶν λίθων καὶ πλίνθων ὠμῶν. Ἐντὸς αὐτῆς διακρίνονται τρία καὶ τέσσαρα ἀλληλάλληλα στρώματα ἐποχῶν, πανάρχαιος συνοικισμός, ἀγγεῖα, λίθινα ἐργαλεῖα, πελέκεις, λεπίδες, λίθινα ἐργαλεῖα, μαρμάρινα εἰδώλια καὶ ἐν εἴδει γυναικῶν καὶ κόσμοι κατὰ τὸ ὑπογενέστατον στρῶμα ἀνεκαλύφθη μικρὸν χρυσοῦν κόσμημα καὶ χαλκοῖ κόσμοι ἐπί θολωτοῦ τάφου ἐν θ ὀλίγα ὀστᾶ. Ἀνεκαλύφθησαν ἐπίσης τριάκοντα τάφοι κατὰ διὰ ἀλλὰ λίαν πενιχροί. <box>395 1616 622 1919</box>
article-subtitle: ΝΕΑ ΠΡΟΚΗΡΥΞΙΣ ΤΩΝ ΡΩΣΣΩΝ <box>422 714 595 745</box>
